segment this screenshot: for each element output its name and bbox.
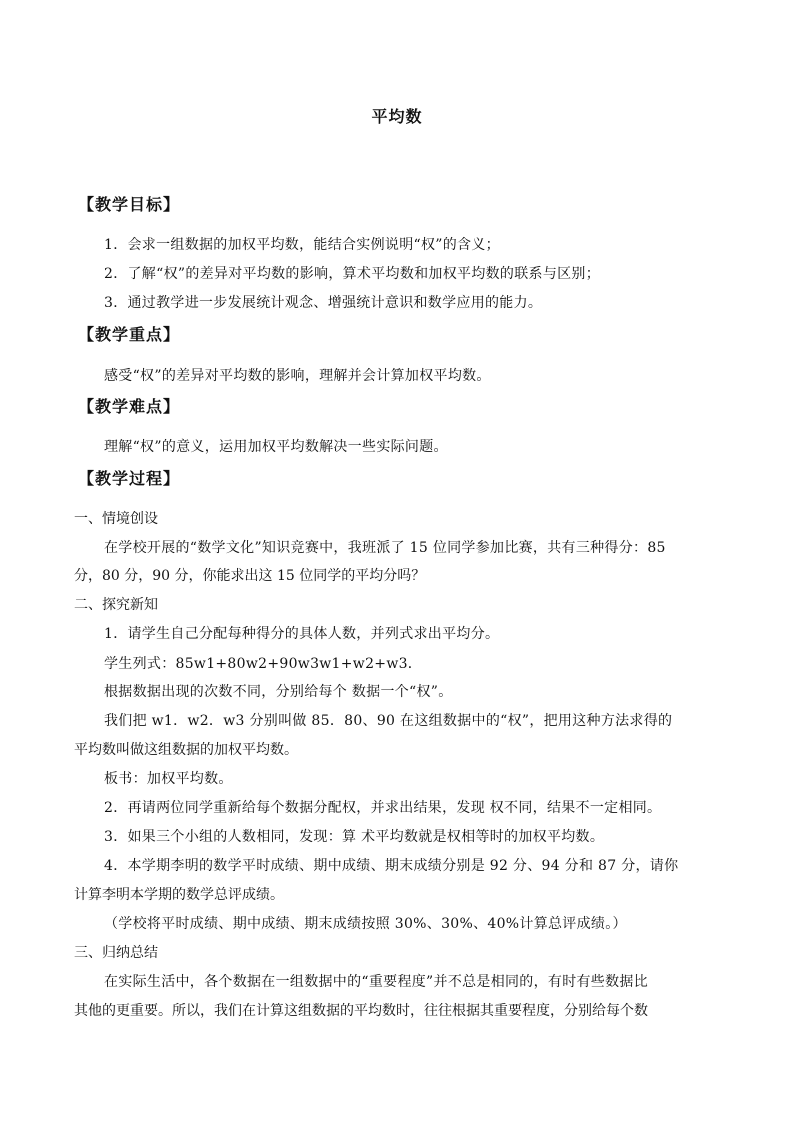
section-1-paragraph-line-1: 在学校开展的“数学文化”知识竞赛中，我班派了 15 位同学参加比赛，共有三种得分：85 bbox=[104, 540, 666, 556]
section-2-board-note: 板书：加权平均数。 bbox=[104, 771, 233, 787]
section-1-title: 一、情境创设 bbox=[74, 511, 158, 527]
section-2-title: 二、探究新知 bbox=[74, 597, 158, 613]
key-point-text: 感受“权”的差异对平均数的影响，理解并会计算加权平均数。 bbox=[104, 368, 491, 384]
heading-goals: 【教学目标】 bbox=[78, 195, 181, 214]
section-2-formula: 学生列式：85w1+80w2+90w3w1+w2+w3． bbox=[104, 656, 423, 672]
section-2-item-3: 3．如果三个小组的人数相同，发现：算 术平均数就是权相等时的加权平均数。 bbox=[104, 829, 605, 845]
goal-item-3: 3．通过教学进一步发展统计观念、增强统计意识和数学应用的能力。 bbox=[104, 295, 543, 311]
section-3-paragraph-line-2: 其他的更重要。所以，我们在计算这组数据的平均数时，往往根据其重要程度，分别给每个数 bbox=[74, 1003, 648, 1019]
heading-difficulty: 【教学难点】 bbox=[78, 397, 181, 416]
section-1-paragraph-line-2: 分，80 分，90 分，你能求出这 15 位同学的平均分吗？ bbox=[74, 568, 426, 584]
section-3-paragraph-line-1: 在实际生活中，各个数据在一组数据中的“重要程度”并不总是相同的，有时有些数据比 bbox=[104, 974, 649, 990]
heading-key-point: 【教学重点】 bbox=[78, 325, 181, 344]
difficulty-text: 理解“权”的意义，运用加权平均数解决一些实际问题。 bbox=[104, 439, 448, 455]
section-2-item-1: 1．请学生自己分配每种得分的具体人数，并列式求出平均分。 bbox=[104, 626, 500, 642]
section-2-item-4-line-1: 4．本学期李明的数学平时成绩、期中成绩、期末成绩分别是 92 分、94 分和 87 分，请你 bbox=[104, 858, 679, 874]
section-3-title: 三、归纳总结 bbox=[74, 945, 158, 961]
page-title: 平均数 bbox=[371, 107, 423, 126]
section-2-definition-line-1: 我们把 w1．w2．w3 分别叫做 85．80、90 在这组数据中的“权”，把用这种方法求得的 bbox=[104, 713, 673, 729]
section-2-item-4-note: （学校将平时成绩、期中成绩、期末成绩按照 30%、30%、40%计算总评成绩。） bbox=[104, 916, 627, 932]
section-2-weight-note: 根据数据出现的次数不同，分别给每个 数据一个“权”。 bbox=[104, 684, 453, 700]
heading-process: 【教学过程】 bbox=[78, 469, 181, 488]
section-2-item-4-line-2: 计算李明本学期的数学总评成绩。 bbox=[74, 887, 284, 903]
goal-item-2: 2．了解“权”的差异对平均数的影响，算术平均数和加权平均数的联系与区别； bbox=[104, 266, 601, 282]
section-2-item-2: 2．再请两位同学重新给每个数据分配权，并求出结果，发现 权不同，结果不一定相同。 bbox=[104, 800, 662, 816]
goal-item-1: 1．会求一组数据的加权平均数，能结合实例说明“权”的含义； bbox=[104, 237, 500, 253]
section-2-definition-line-2: 平均数叫做这组数据的加权平均数。 bbox=[74, 742, 298, 758]
